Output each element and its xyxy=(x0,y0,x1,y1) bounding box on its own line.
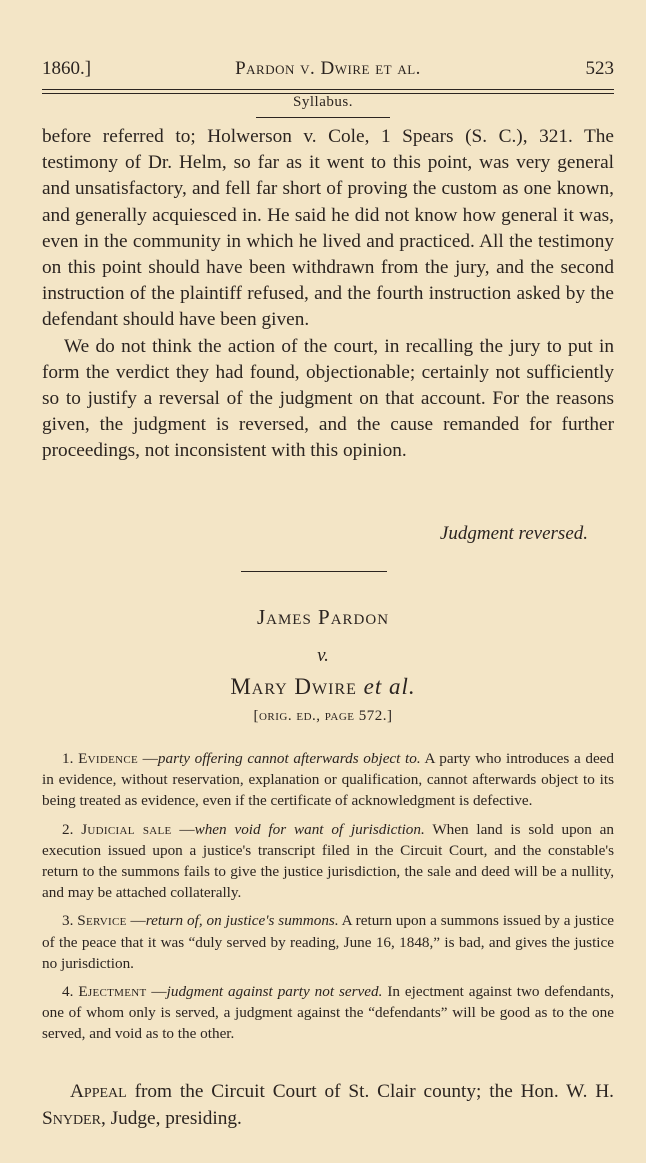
syllabus-dash: — xyxy=(138,750,158,767)
syllabus-head: Judicial sale xyxy=(81,820,172,838)
syllabus-qualifier: judgment against party not served. xyxy=(166,983,383,1001)
appeal-text-1: from the Circuit Court of St. Clair county; the Hon. W. H. xyxy=(126,1081,614,1102)
appeal-label: Appeal xyxy=(70,1081,127,1102)
appeal-line xyxy=(42,1078,614,1132)
defendant-name xyxy=(0,674,646,700)
syllabus-head: Evidence xyxy=(78,750,139,767)
page-number: 523 xyxy=(585,58,614,79)
syllabus-text: In ejectment against two defendants, one of whom only is served, a judgment against the “defendants” will be good as to the one served, and void as to the other. xyxy=(42,983,615,1043)
appeal-text-2: , Judge, presiding. xyxy=(100,1108,242,1129)
syllabus-qualifier: when void for want of jurisdiction. xyxy=(194,820,425,838)
defendant-name-text: Mary Dwire xyxy=(230,674,357,699)
syllabus-item xyxy=(42,910,614,974)
syllabus-dash: — xyxy=(126,912,146,930)
syllabus-number: 1. xyxy=(62,750,74,767)
opinion-text xyxy=(42,124,614,465)
case-divider-rule xyxy=(241,571,387,572)
plaintiff-name: James Pardon xyxy=(256,605,390,629)
syllabus-list xyxy=(42,748,614,1052)
syllabus-dash: — xyxy=(171,820,195,838)
syllabus-qualifier: party offering cannot afterwards object to. xyxy=(157,750,421,767)
opinion-paragraph-2: We do not think the action of the court, in recalling the jury to put in form the verdict they had found, objectionable; certainly not sufficiently so to justify a reversal of the judgment on that account. For the reasons given, the judgment is reversed, and the cause remanded for further proceedings, not inconsistent with this opinion. xyxy=(42,335,614,462)
header-year: 1860.] xyxy=(42,58,92,79)
syllabus-item xyxy=(42,819,614,904)
versus: v. xyxy=(317,645,329,666)
original-edition-ref: [orig. ed., page 572.] xyxy=(253,708,393,724)
section-rule xyxy=(256,117,390,118)
syllabus-qualifier: return of, on justice's summons. xyxy=(145,912,339,930)
opinion-paragraph-1: before referred to; Holwerson v. Cole, 1 Spears (S. C.), 321. The testimony of Dr. Helm, so far as it went to this point, was very general and unsatisfactory, and fell far short of proving the custom as one known, and generally acquiesced in. He said he did not know how general it was, even in the community in which he lived and practiced. All the testimony on this point should have been withdrawn from the jury, and the second instruction of the plaintiff refused, and the fourth instruction asked by the defendant should have been given. xyxy=(42,126,614,331)
syllabus-item xyxy=(42,748,614,812)
syllabus-head: Ejectment xyxy=(78,983,147,1001)
syllabus-text: When land is sold upon an execution issued upon a justice's transcript filed in the Circuit Court, and the constable's return to the summons fails to give the justice jurisdiction, the sale and deed will be a nullity, and may be attached collaterally. xyxy=(42,820,615,902)
header-title: Pardon v. Dwire et al. xyxy=(235,58,421,79)
syllabus-item xyxy=(42,981,614,1045)
syllabus-number: 4. xyxy=(62,983,74,1001)
judgment-line: Judgment reversed. xyxy=(439,523,588,544)
syllabus-dash: — xyxy=(146,983,167,1001)
syllabus-text: A party who introduces a deed in evidence, without reservation, explanation or qualification, cannot afterwards object to its being treated as evidence, even if the certificate of acknowledgment is defective. xyxy=(42,750,615,810)
syllabus-head: Service xyxy=(77,912,127,930)
running-header xyxy=(42,58,614,86)
syllabus-text: A return upon a summons issued by a justice of the peace that it was “duly served by reading, June 16, 1848,” is bad, and gives the justice no jurisdiction. xyxy=(42,912,615,972)
section-label: Syllabus. xyxy=(293,94,353,110)
syllabus-number: 2. xyxy=(62,820,74,838)
judge-name: Snyder xyxy=(42,1108,101,1129)
syllabus-number: 3. xyxy=(62,912,74,930)
defendant-suffix: et al. xyxy=(363,674,416,699)
